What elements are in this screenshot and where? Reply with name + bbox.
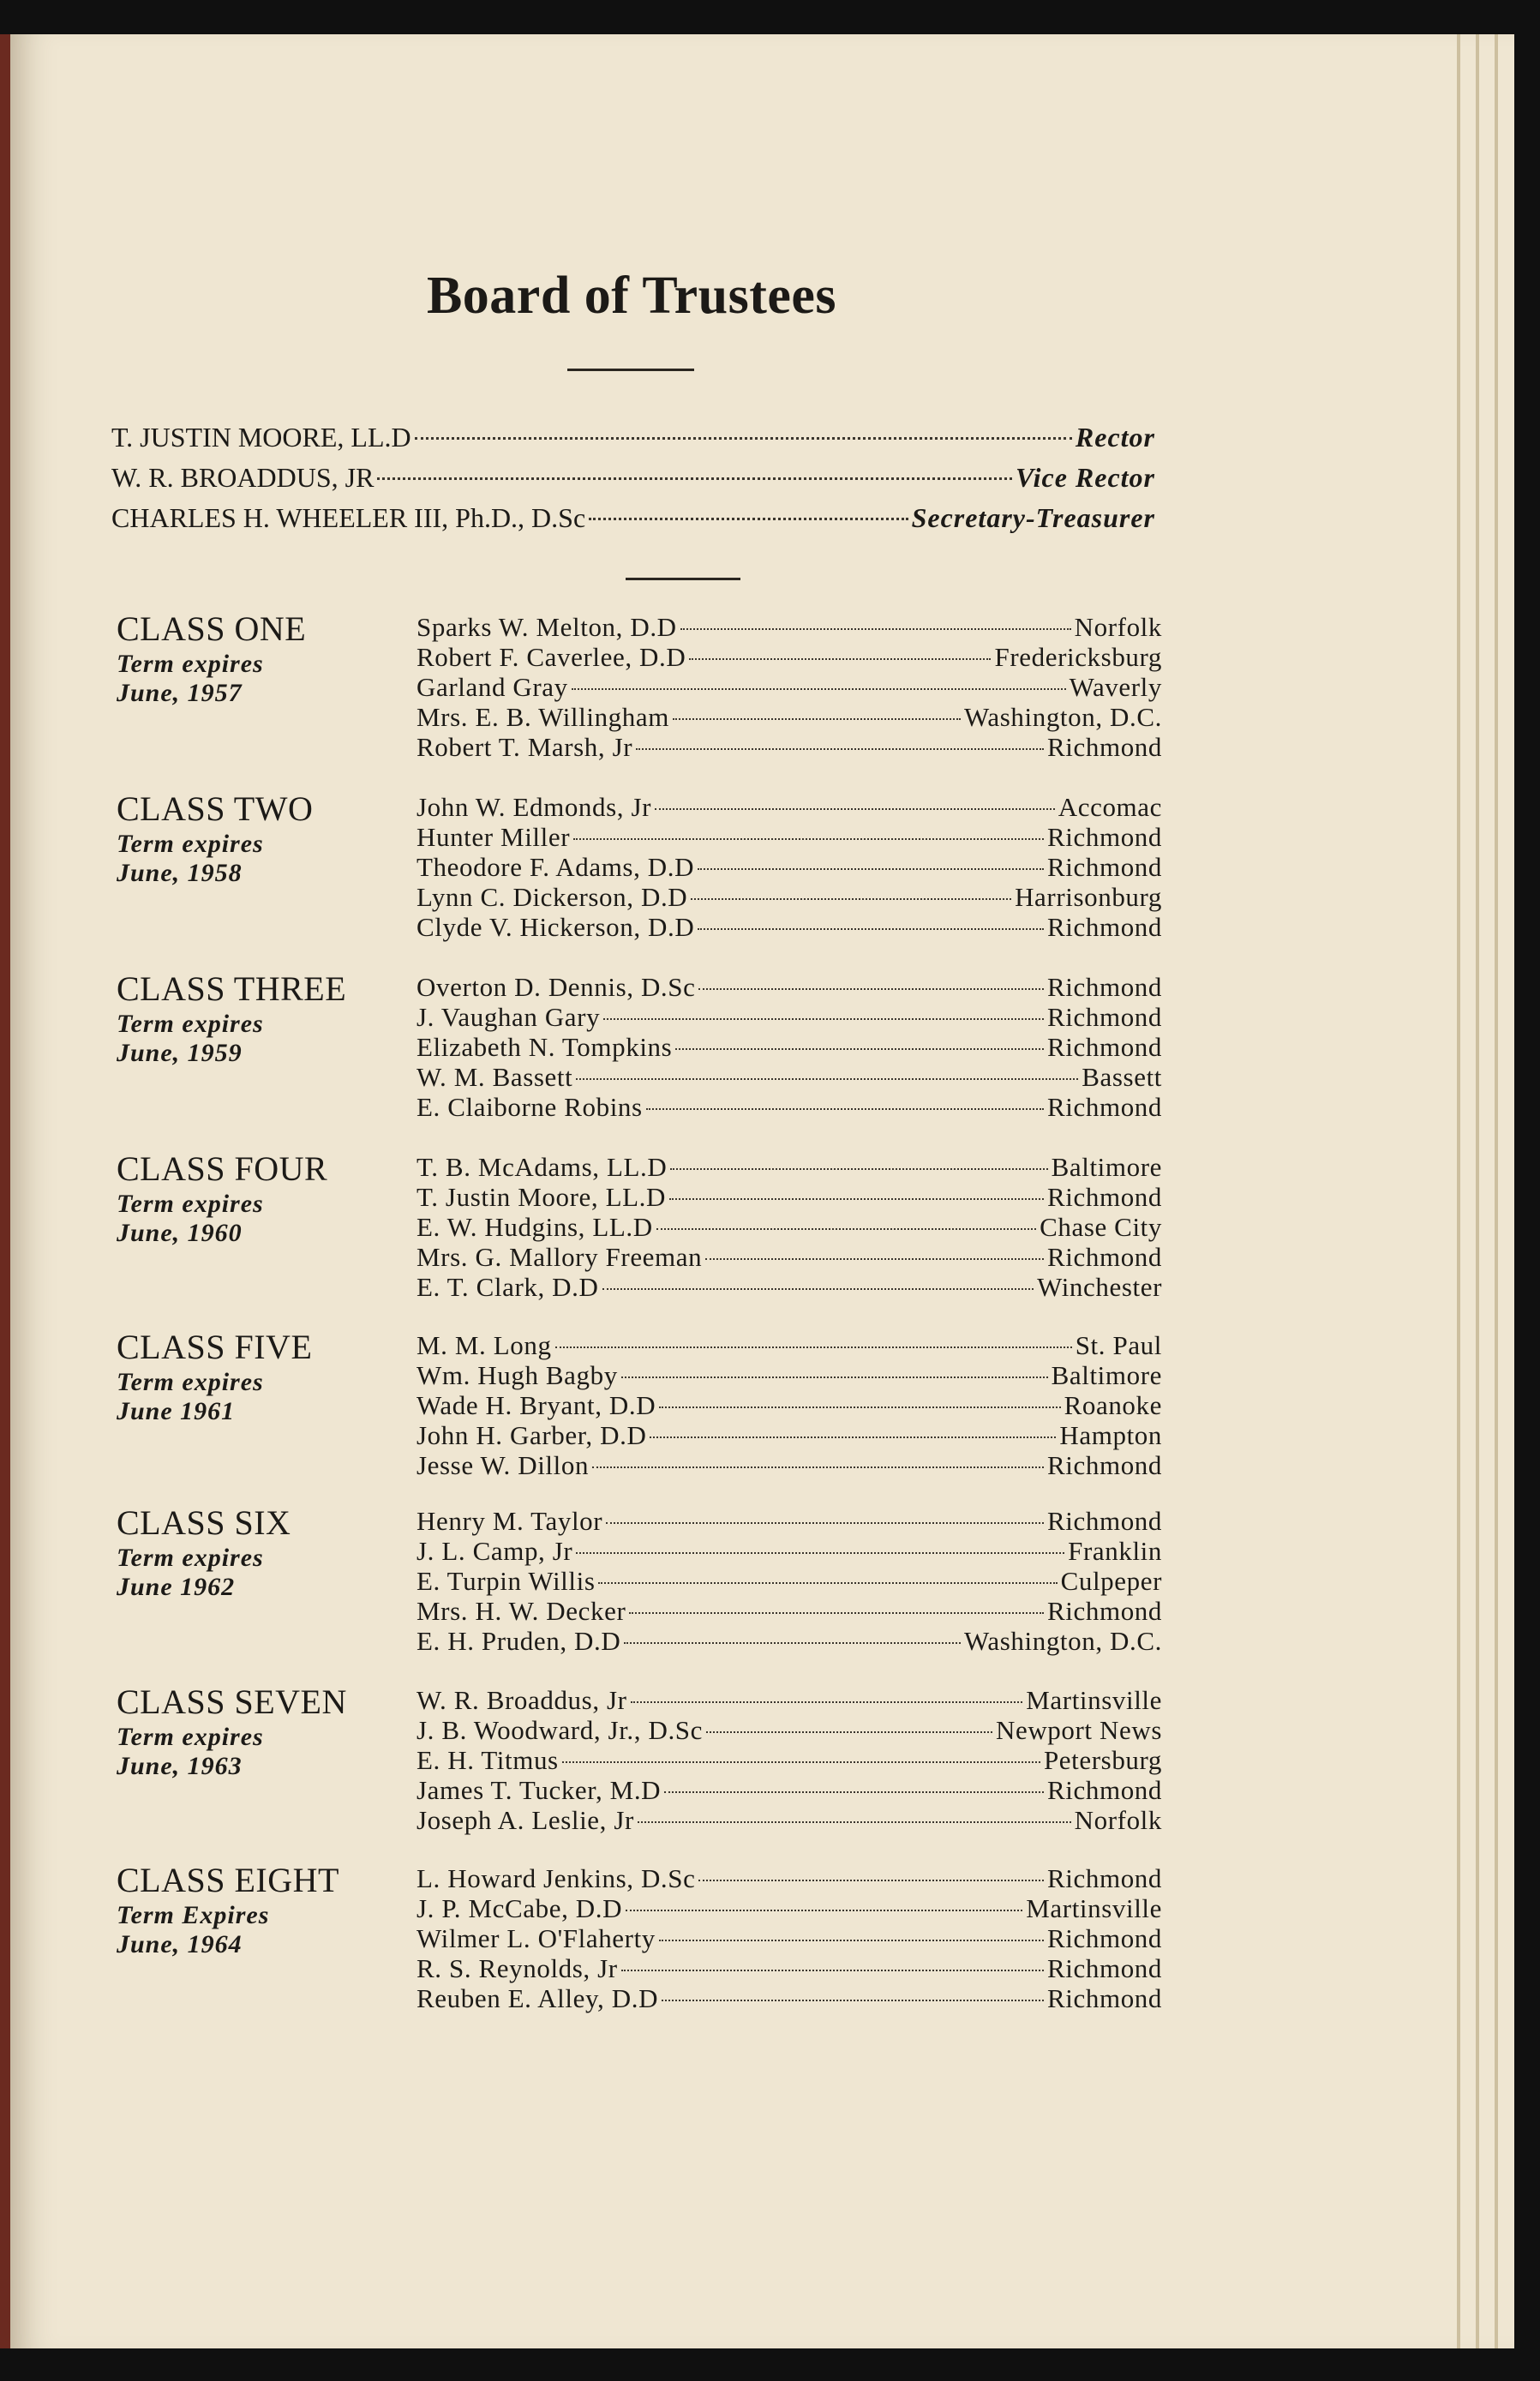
member-row <box>416 1390 1162 1420</box>
class-block <box>117 1502 1162 1700</box>
member-name: Mrs. G. Mallory Freeman <box>416 1242 703 1272</box>
member-place: Richmond <box>1047 1953 1162 1983</box>
member-name: Henry M. Taylor <box>416 1506 603 1536</box>
member-place: Chase City <box>1040 1212 1162 1242</box>
member-place: Baltimore <box>1051 1360 1162 1390</box>
member-name: R. S. Reynolds, Jr <box>416 1953 618 1983</box>
leader-dots <box>691 898 1011 900</box>
member-row <box>416 852 1162 882</box>
leader-dots <box>598 1582 1057 1584</box>
member-row <box>416 972 1162 1002</box>
member-list <box>416 612 1162 762</box>
member-row <box>416 1715 1162 1745</box>
member-row <box>416 1863 1162 1893</box>
term-label: Term expires <box>117 1368 264 1396</box>
officer-row <box>111 422 1155 462</box>
leader-dots <box>626 1910 1022 1911</box>
member-row <box>416 702 1162 732</box>
member-place: Franklin <box>1068 1536 1162 1566</box>
leader-dots <box>664 1791 1044 1793</box>
leader-dots <box>606 1522 1044 1524</box>
member-name: J. Vaughan Gary <box>416 1002 601 1032</box>
leader-dots <box>589 518 908 520</box>
member-name: John H. Garber, D.D <box>416 1420 647 1450</box>
term-date: June, 1958 <box>117 859 243 887</box>
member-list <box>416 1152 1162 1302</box>
class-name: CLASS THREE <box>117 969 347 1008</box>
member-place: Richmond <box>1047 1923 1162 1953</box>
member-name: Hunter Miller <box>416 822 571 852</box>
leader-dots <box>638 1821 1071 1823</box>
member-place: Fredericksburg <box>994 642 1162 672</box>
member-row <box>416 1182 1162 1212</box>
member-name: W. M. Bassett <box>416 1062 573 1092</box>
leader-dots <box>621 1970 1044 1971</box>
leader-dots <box>673 718 961 720</box>
leader-dots <box>646 1108 1044 1110</box>
member-place: Martinsville <box>1026 1893 1162 1923</box>
member-list <box>416 1330 1162 1480</box>
leader-dots <box>698 1880 1044 1881</box>
member-name: James T. Tucker, M.D <box>416 1775 662 1805</box>
class-block <box>117 1682 1162 1879</box>
class-block <box>117 789 1162 986</box>
member-name: Mrs. E. B. Willingham <box>416 702 669 732</box>
member-row <box>416 1062 1162 1092</box>
class-header <box>117 1149 408 1248</box>
leader-dots <box>592 1466 1044 1468</box>
member-row <box>416 1805 1162 1835</box>
term-date: June, 1964 <box>117 1930 243 1958</box>
member-place: Richmond <box>1047 1506 1162 1536</box>
leader-dots <box>573 838 1044 840</box>
member-row <box>416 1536 1162 1566</box>
member-row <box>416 882 1162 912</box>
page-edge <box>1495 34 1498 2348</box>
member-list <box>416 1863 1162 2013</box>
leader-dots <box>576 1552 1064 1554</box>
member-name: J. L. Camp, Jr <box>416 1536 573 1566</box>
leader-dots <box>624 1642 961 1644</box>
member-row <box>416 1330 1162 1360</box>
leader-dots <box>675 1048 1044 1050</box>
member-place: Norfolk <box>1074 1805 1162 1835</box>
class-header <box>117 609 408 708</box>
member-place: Baltimore <box>1051 1152 1162 1182</box>
class-header <box>117 1860 408 1959</box>
member-row <box>416 912 1162 942</box>
title-rule <box>567 369 694 371</box>
class-header <box>117 1502 408 1602</box>
officers-list <box>111 422 1155 543</box>
class-header <box>117 789 408 888</box>
leader-dots <box>680 628 1071 630</box>
member-name: E. H. Titmus <box>416 1745 559 1775</box>
member-place: Accomac <box>1058 792 1162 822</box>
member-list <box>416 792 1162 942</box>
page-edge <box>1476 34 1479 2348</box>
leader-dots <box>555 1346 1072 1348</box>
term-label: Term Expires <box>117 1901 270 1929</box>
officers-rule <box>626 578 740 580</box>
member-row <box>416 1685 1162 1715</box>
leader-dots <box>576 1078 1078 1080</box>
leader-dots <box>656 1228 1036 1230</box>
term-date: June, 1960 <box>117 1219 243 1247</box>
class-header <box>117 1327 408 1426</box>
member-name: Wilmer L. O'Flaherty <box>416 1923 656 1953</box>
page-content <box>10 34 1514 2348</box>
leader-dots <box>602 1288 1034 1290</box>
member-place: Winchester <box>1037 1272 1162 1302</box>
member-list <box>416 1685 1162 1835</box>
member-name: J. P. McCabe, D.D <box>416 1893 623 1923</box>
officer-role: Rector <box>1075 422 1155 453</box>
term-date: June 1961 <box>117 1397 236 1425</box>
member-row <box>416 732 1162 762</box>
member-place: Bassett <box>1082 1062 1162 1092</box>
member-place: Martinsville <box>1026 1685 1162 1715</box>
member-place: Waverly <box>1069 672 1162 702</box>
member-name: Elizabeth N. Tompkins <box>416 1032 673 1062</box>
member-place: Richmond <box>1047 1242 1162 1272</box>
leader-dots <box>705 1258 1044 1260</box>
member-row <box>416 1566 1162 1596</box>
member-name: T. Justin Moore, LL.D <box>416 1182 666 1212</box>
member-row <box>416 792 1162 822</box>
member-row <box>416 642 1162 672</box>
member-place: Richmond <box>1047 972 1162 1002</box>
member-name: Garland Gray <box>416 672 568 702</box>
class-block <box>117 1860 1162 2057</box>
member-place: Richmond <box>1047 1450 1162 1480</box>
class-block <box>117 609 1162 806</box>
class-name: CLASS SEVEN <box>117 1682 347 1721</box>
member-place: Richmond <box>1047 1775 1162 1805</box>
class-block <box>117 1149 1162 1346</box>
member-row <box>416 1775 1162 1805</box>
member-name: Jesse W. Dillon <box>416 1450 590 1480</box>
leader-dots <box>603 1018 1044 1020</box>
officer-name: T. JUSTIN MOORE, LL.D <box>111 422 411 453</box>
member-name: L. Howard Jenkins, D.Sc <box>416 1863 696 1893</box>
term-label: Term expires <box>117 650 264 678</box>
class-header <box>117 969 408 1068</box>
term-label: Term expires <box>117 1544 264 1572</box>
member-row <box>416 1272 1162 1302</box>
leader-dots <box>636 748 1044 750</box>
term-label: Term expires <box>117 1723 264 1751</box>
leader-dots <box>629 1612 1044 1614</box>
term-label: Term expires <box>117 1190 264 1218</box>
member-name: Wade H. Bryant, D.D <box>416 1390 656 1420</box>
term-date: June 1962 <box>117 1573 236 1601</box>
member-row <box>416 1420 1162 1450</box>
leader-dots <box>706 1731 992 1733</box>
member-name: E. H. Pruden, D.D <box>416 1626 621 1656</box>
member-name: Sparks W. Melton, D.D <box>416 612 677 642</box>
member-place: Petersburg <box>1043 1745 1162 1775</box>
member-row <box>416 1360 1162 1390</box>
page-edge <box>1457 34 1460 2348</box>
member-row <box>416 1953 1162 1983</box>
member-place: Washington, D.C. <box>964 1626 1162 1656</box>
member-row <box>416 1745 1162 1775</box>
member-name: Robert T. Marsh, Jr <box>416 732 633 762</box>
leader-dots <box>659 1940 1044 1941</box>
leader-dots <box>650 1436 1056 1438</box>
class-name: CLASS FIVE <box>117 1328 313 1366</box>
leader-dots <box>631 1701 1023 1703</box>
member-place: Richmond <box>1047 912 1162 942</box>
member-name: Mrs. H. W. Decker <box>416 1596 626 1626</box>
member-row <box>416 1450 1162 1480</box>
leader-dots <box>655 808 1055 810</box>
member-place: Richmond <box>1047 1092 1162 1122</box>
member-name: E. Claiborne Robins <box>416 1092 643 1122</box>
member-place: Richmond <box>1047 1182 1162 1212</box>
member-row <box>416 1923 1162 1953</box>
class-name: CLASS TWO <box>117 789 314 828</box>
member-row <box>416 1032 1162 1062</box>
class-header <box>117 1682 408 1781</box>
member-row <box>416 1626 1162 1656</box>
term-date: June, 1963 <box>117 1752 243 1780</box>
member-place: Richmond <box>1047 732 1162 762</box>
member-name: E. W. Hudgins, LL.D <box>416 1212 653 1242</box>
member-place: Richmond <box>1047 1596 1162 1626</box>
class-name: CLASS SIX <box>117 1503 291 1542</box>
member-place: Richmond <box>1047 1983 1162 2013</box>
book-page <box>10 34 1514 2348</box>
member-name: John W. Edmonds, Jr <box>416 792 652 822</box>
officer-role: Secretary-Treasurer <box>911 502 1155 533</box>
member-row <box>416 1002 1162 1032</box>
member-name: Theodore F. Adams, D.D <box>416 852 695 882</box>
member-row <box>416 822 1162 852</box>
member-row <box>416 1092 1162 1122</box>
member-list <box>416 1506 1162 1656</box>
member-place: Richmond <box>1047 822 1162 852</box>
class-name: CLASS FOUR <box>117 1149 328 1188</box>
member-name: Robert F. Caverlee, D.D <box>416 642 686 672</box>
member-name: Lynn C. Dickerson, D.D <box>416 882 688 912</box>
member-name: W. R. Broaddus, Jr <box>416 1685 627 1715</box>
member-row <box>416 1242 1162 1272</box>
member-name: E. T. Clark, D.D <box>416 1272 599 1302</box>
member-name: Joseph A. Leslie, Jr <box>416 1805 634 1835</box>
class-name: CLASS EIGHT <box>117 1861 339 1899</box>
member-place: Culpeper <box>1060 1566 1162 1596</box>
member-name: Overton D. Dennis, D.Sc <box>416 972 696 1002</box>
leader-dots <box>698 988 1044 990</box>
leader-dots <box>621 1376 1048 1378</box>
member-place: Norfolk <box>1074 612 1162 642</box>
member-name: Wm. Hugh Bagby <box>416 1360 618 1390</box>
class-name: CLASS ONE <box>117 609 307 648</box>
member-place: Richmond <box>1047 1032 1162 1062</box>
page-title: Board of Trustees <box>426 267 837 325</box>
member-row <box>416 672 1162 702</box>
member-row <box>416 1212 1162 1242</box>
leader-dots <box>572 688 1066 690</box>
leader-dots <box>670 1168 1047 1170</box>
member-list <box>416 972 1162 1122</box>
leader-dots <box>698 868 1044 870</box>
member-name: Clyde V. Hickerson, D.D <box>416 912 695 942</box>
member-name: Reuben E. Alley, D.D <box>416 1983 659 2013</box>
officer-name: CHARLES H. WHEELER III, Ph.D., D.Sc <box>111 502 586 533</box>
leader-dots <box>662 2000 1044 2001</box>
officer-row <box>111 502 1155 543</box>
leader-dots <box>669 1198 1044 1200</box>
member-place: Roanoke <box>1064 1390 1162 1420</box>
class-block <box>117 969 1162 1166</box>
leader-dots <box>562 1761 1040 1763</box>
member-row <box>416 1893 1162 1923</box>
member-place: St. Paul <box>1075 1330 1162 1360</box>
member-place: Harrisonburg <box>1015 882 1162 912</box>
officer-name: W. R. BROADDUS, JR <box>111 462 375 493</box>
member-place: Hampton <box>1059 1420 1162 1450</box>
term-label: Term expires <box>117 1010 264 1038</box>
member-name: T. B. McAdams, LL.D <box>416 1152 668 1182</box>
member-name: M. M. Long <box>416 1330 552 1360</box>
term-label: Term expires <box>117 830 264 858</box>
member-name: J. B. Woodward, Jr., D.Sc <box>416 1715 703 1745</box>
member-row <box>416 612 1162 642</box>
officer-role: Vice Rector <box>1016 462 1155 493</box>
leader-dots <box>377 477 1012 480</box>
leader-dots <box>659 1406 1060 1408</box>
member-row <box>416 1506 1162 1536</box>
member-place: Washington, D.C. <box>964 702 1162 732</box>
member-row <box>416 1983 1162 2013</box>
term-date: June, 1957 <box>117 679 243 707</box>
member-place: Richmond <box>1047 1863 1162 1893</box>
term-date: June, 1959 <box>117 1039 243 1067</box>
leader-dots <box>698 928 1044 930</box>
member-name: E. Turpin Willis <box>416 1566 596 1596</box>
officer-row <box>111 462 1155 502</box>
leader-dots <box>689 658 991 660</box>
member-row <box>416 1152 1162 1182</box>
member-row <box>416 1596 1162 1626</box>
member-place: Newport News <box>995 1715 1162 1745</box>
member-place: Richmond <box>1047 1002 1162 1032</box>
member-place: Richmond <box>1047 852 1162 882</box>
class-block <box>117 1327 1162 1524</box>
leader-dots <box>415 437 1072 440</box>
